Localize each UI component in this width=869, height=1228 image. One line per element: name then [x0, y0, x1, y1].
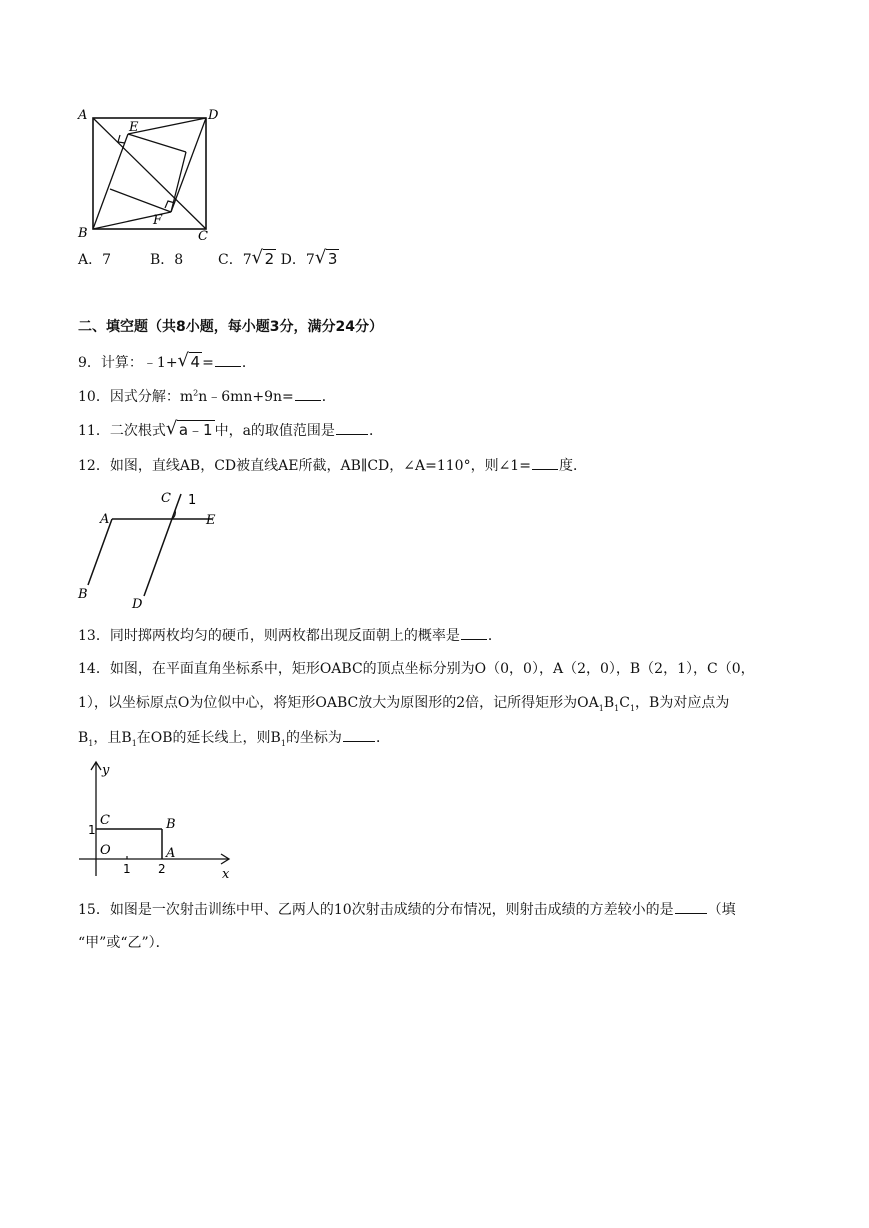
label-1-x: 1 [123, 862, 131, 876]
answer-blank[interactable] [336, 421, 368, 435]
question-12: 12．如图，直线AB，CD被直线AE所截，AB∥CD，∠A=110°，则∠1= 度． [78, 458, 587, 474]
label-1-y: 1 [88, 823, 96, 837]
label-C: C [161, 491, 171, 506]
label-F: F [153, 213, 163, 228]
question-10: 10．因式分解：$m^2n﹣6mn+9n=$ ． [78, 388, 336, 405]
label-A: A [100, 512, 110, 527]
label-E: E [206, 513, 216, 528]
question-9: 9．计算：﹣1+ √ 4 = ． [78, 350, 256, 371]
q8-options [78, 247, 339, 269]
label-E: E [129, 120, 139, 135]
answer-blank[interactable] [675, 900, 707, 914]
label-B: B [166, 817, 176, 832]
label-1: 1 [188, 493, 197, 508]
label-2-x: 2 [158, 862, 166, 876]
question-13: 13．同时掷两枚均匀的硬币，则两枚都出现反面朝上的概率是 ． [78, 628, 502, 644]
label-D: D [208, 108, 219, 123]
answer-blank[interactable] [461, 626, 487, 640]
option-c: C．7 √ 2 [218, 247, 275, 268]
label-A: A [78, 108, 88, 123]
label-B: B [78, 587, 88, 602]
option-d: D．7 √ 3 [280, 247, 338, 268]
label-A: A [166, 846, 176, 861]
label-O: O [100, 843, 111, 858]
question-11: 11．二次根式 √ a﹣1 中，a的取值范围是 ． [78, 418, 383, 439]
question-14-line1: 14．如图，在平面直角坐标系中，矩形OABC的顶点坐标分别为O（0，0），A（2，0），B（2，1），C（0， [78, 661, 755, 677]
coordinate-figure [76, 758, 236, 882]
label-D: D [132, 597, 143, 612]
question-15-line2: “甲”或“乙”）． [78, 935, 170, 951]
parallel-lines-figure [74, 488, 224, 612]
label-x: x [222, 867, 230, 882]
answer-blank[interactable] [343, 728, 375, 742]
answer-blank[interactable] [532, 456, 558, 470]
label-y: y [102, 763, 110, 778]
section-heading: 二、填空题（共8小题，每小题3分，满分24分） [78, 319, 383, 335]
question-14-line3: $B_1$，且$B_1$在OB的延长线上，则$B_1$的坐标为 ． [78, 730, 390, 748]
label-C: C [100, 813, 110, 828]
answer-blank[interactable] [215, 353, 241, 367]
option-a: A．7 [78, 252, 112, 268]
label-B: B [78, 226, 88, 241]
label-C: C [198, 229, 208, 244]
question-14-line2: 1），以坐标原点O为位似中心，将矩形OABC放大为原图形的2倍，记所得矩形为$OA_1B_1C_1$，B为对应点为 [78, 695, 730, 713]
square-figure [74, 104, 234, 244]
option-b: B．8 [149, 252, 184, 268]
answer-blank[interactable] [295, 387, 321, 401]
question-15-line1: 15．如图是一次射击训练中甲、乙两人的10次射击成绩的分布情况，则射击成绩的方差较小的是 （填 [78, 902, 736, 918]
